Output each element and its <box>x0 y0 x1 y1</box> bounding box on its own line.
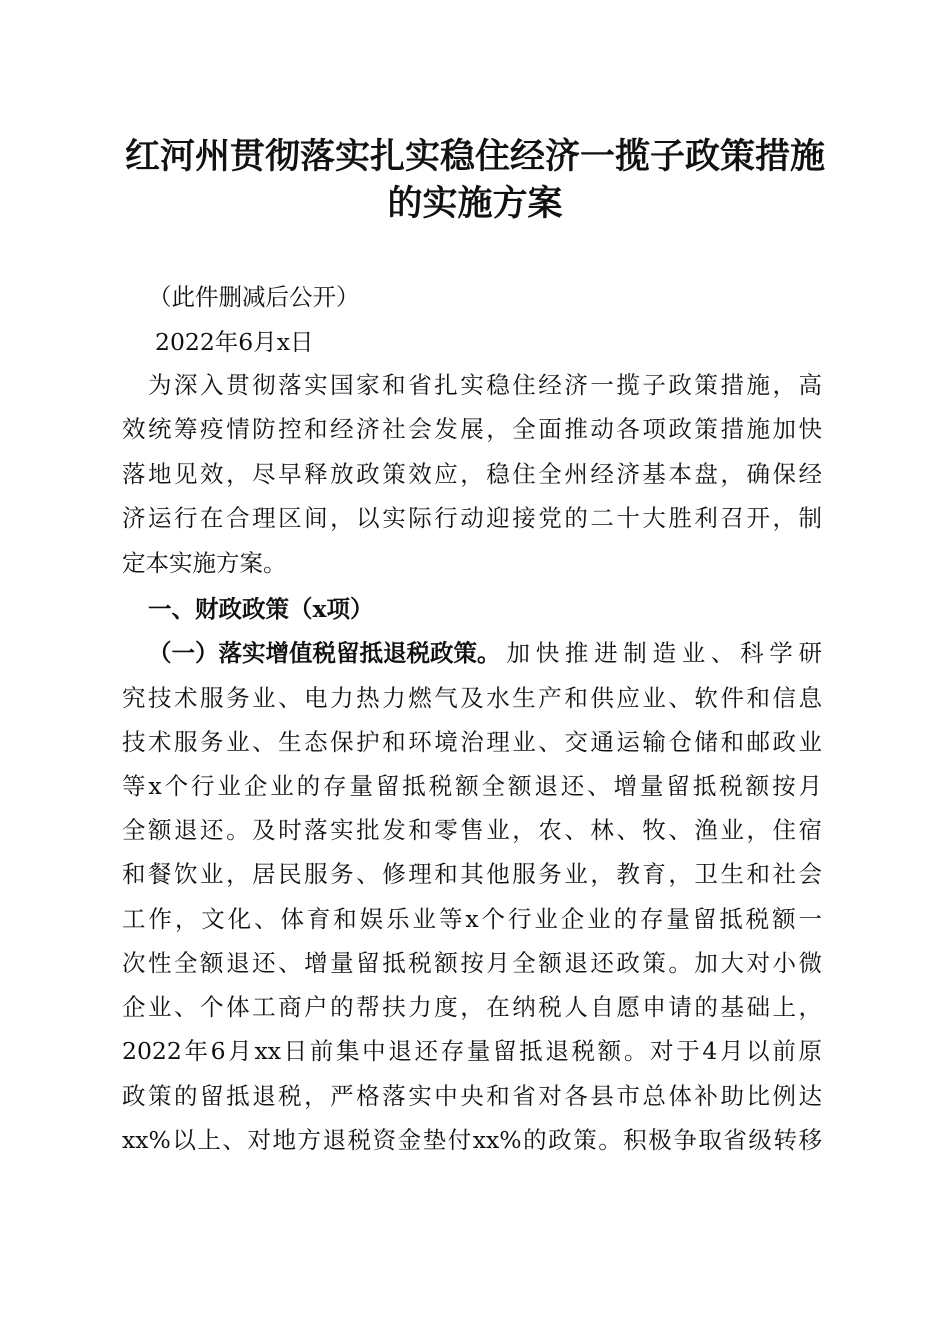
text-line: 定本实施方案。 <box>122 549 287 577</box>
text-line: 次性全额退还、增量留抵税额按月全额退还政策。加大对小微 <box>122 949 822 977</box>
document-title-line-1: 红河州贯彻落实扎实稳住经济一揽子政策措施 <box>124 136 825 177</box>
text-line: 和餐饮业，居民服务、修理和其他服务业，教育，卫生和社会 <box>122 860 822 888</box>
disclosure-note: （此件删减后公开） <box>148 283 360 311</box>
item-text: 加快推进制造业、科学研 <box>506 639 822 667</box>
text-line <box>148 638 822 668</box>
text-line: 全额退还。及时落实批发和零售业，农、林、牧、渔业，住宿 <box>122 816 822 844</box>
section-heading: 一、财政政策（x项） <box>148 595 374 623</box>
text-line: 究技术服务业、电力热力燃气及水生产和供应业、软件和信息 <box>122 684 822 712</box>
text-line: 企业、个体工商户的帮扶力度，在纳税人自愿申请的基础上， <box>122 993 822 1021</box>
text-line: 济运行在合理区间，以实际行动迎接党的二十大胜利召开，制 <box>122 504 822 532</box>
document-title-line-2: 的实施方案 <box>387 183 563 224</box>
text-line: 落地见效，尽早释放政策效应，稳住全州经济基本盘，确保经 <box>122 460 822 488</box>
text-line: 技术服务业、生态保护和环境治理业、交通运输仓储和邮政业 <box>122 728 822 756</box>
text-line: 2022年6月xx日前集中退还存量留抵退税额。对于4月以前原 <box>122 1037 822 1065</box>
text-line: xx%以上、对地方退税资金垫付xx%的政策。积极争取省级转移 <box>122 1126 822 1154</box>
text-line: 等x个行业企业的存量留抵税额全额退还、增量留抵税额按月 <box>122 772 822 800</box>
document-date: 2022年6月x日 <box>155 328 314 356</box>
text-line: 政策的留抵退税，严格落实中央和省对各县市总体补助比例达 <box>122 1082 822 1110</box>
text-line: 效统筹疫情防控和经济社会发展，全面推动各项政策措施加快 <box>122 415 822 443</box>
text-line: 工作，文化、体育和娱乐业等x个行业企业的存量留抵税额一 <box>122 905 822 933</box>
item-title: （一）落实增值税留抵退税政策。 <box>148 639 501 667</box>
text-line: 为深入贯彻落实国家和省扎实稳住经济一揽子政策措施，高 <box>148 371 822 399</box>
